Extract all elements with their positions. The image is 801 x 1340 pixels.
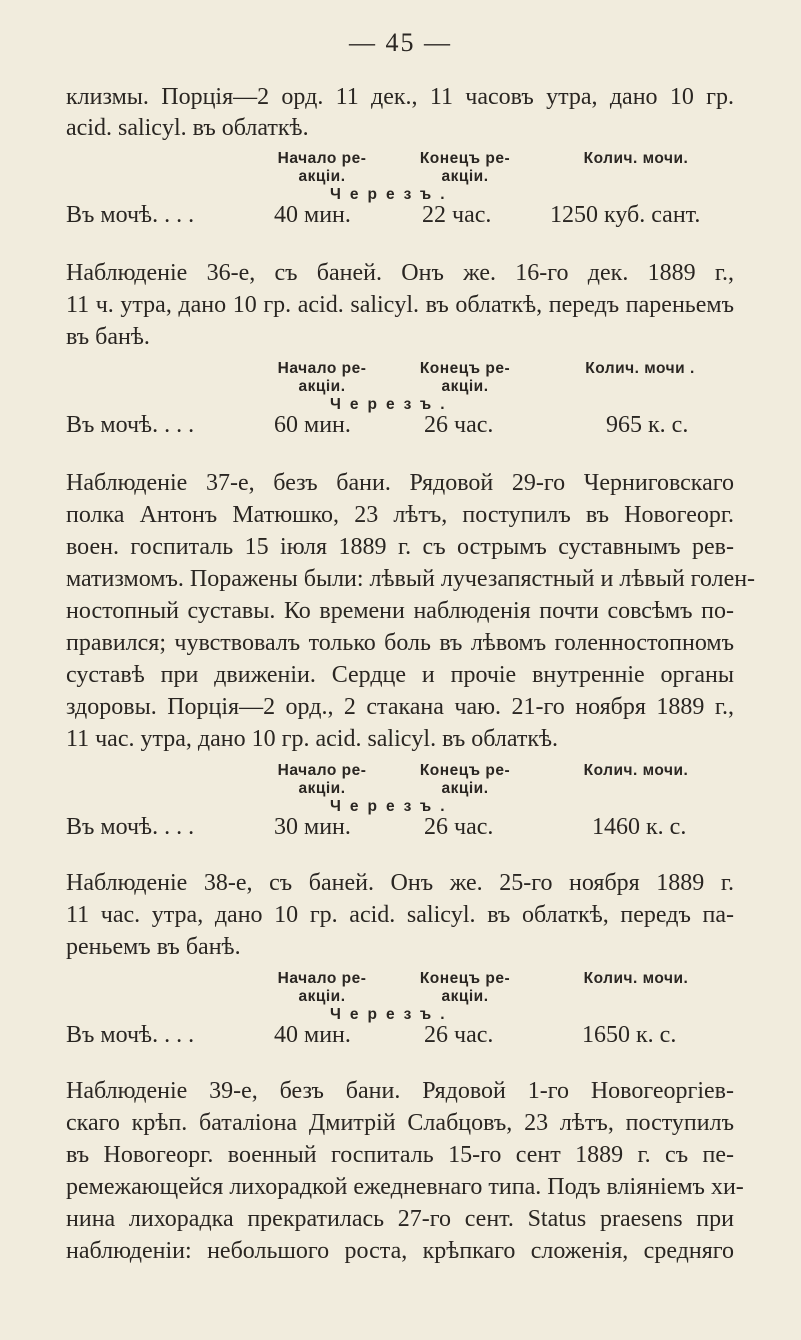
text-line: клизмы. Порція—2 орд. 11 дек., 11 часовъ утра, дано 10 гр. bbox=[66, 84, 734, 110]
text-line: правился; чувствовалъ только боль въ лѣвомъ голенностопномъ bbox=[66, 630, 734, 656]
text-line: въ Новогеорг. военный госпиталь 15-го сент 1889 г. съ пе- bbox=[66, 1142, 734, 1168]
text-line: ностопный суставы. Ко времени наблюденія почти совсѣмъ по- bbox=[66, 598, 734, 624]
col-volume-header: Колич. мочи. bbox=[583, 970, 689, 987]
header-line: акціи. bbox=[441, 168, 489, 185]
value-volume: 1250 куб. сант. bbox=[550, 202, 701, 228]
row-label: Въ мочѣ. . . . bbox=[66, 814, 195, 840]
value-start: 40 мин. bbox=[274, 1022, 351, 1048]
value-start: 30 мин. bbox=[274, 814, 351, 840]
value-end: 26 час. bbox=[424, 814, 494, 840]
col-start-header bbox=[262, 762, 382, 798]
col-end-header bbox=[400, 970, 530, 1006]
header-line: Начало ре- bbox=[277, 970, 367, 987]
text-line: воен. госпиталь 15 іюля 1889 г. съ острымъ суставнымъ рев- bbox=[66, 534, 734, 560]
text-line: Наблюденіе 37-е, безъ бани. Рядовой 29-го Черниговскаго bbox=[66, 470, 734, 496]
text-line: скаго крѣп. баталіона Дмитрій Слабцовъ, 23 лѣтъ, поступилъ bbox=[66, 1110, 734, 1136]
value-volume: 1650 к. с. bbox=[582, 1022, 677, 1048]
header-line: Конецъ ре- bbox=[419, 762, 511, 779]
value-start: 60 мин. bbox=[274, 412, 351, 438]
header-line: акціи. bbox=[441, 988, 489, 1005]
cherez-label: Черезъ. bbox=[330, 186, 454, 203]
text-line: полка Антонъ Матюшко, 23 лѣтъ, поступилъ въ Новогеорг. bbox=[66, 502, 734, 528]
text-line: нина лихорадка прекратилась 27-го сент. Status praesens при bbox=[66, 1206, 734, 1232]
text-line: суставѣ при движеніи. Сердце и прочіе внутренніе органы bbox=[66, 662, 734, 688]
row-label: Въ мочѣ. . . . bbox=[66, 1022, 195, 1048]
page-number: — 45 — bbox=[349, 28, 452, 57]
row-label: Въ мочѣ. . . . bbox=[66, 412, 195, 438]
text-line: acid. salicyl. въ облаткѣ. bbox=[66, 115, 309, 141]
col-start-header bbox=[262, 360, 382, 396]
cherez-label: Черезъ. bbox=[330, 1006, 454, 1023]
col-volume-header: Колич. мочи . bbox=[585, 360, 695, 377]
cherez-label: Черезъ. bbox=[330, 396, 454, 413]
header-line: акціи. bbox=[298, 378, 346, 395]
value-end: 26 час. bbox=[424, 1022, 494, 1048]
col-start-header bbox=[262, 970, 382, 1006]
text-line: 11 ч. утра, дано 10 гр. acid. salicyl. въ облаткѣ, передъ пареньемъ bbox=[66, 292, 734, 318]
text-line: здоровы. Порція—2 орд., 2 стакана чаю. 21-го ноября 1889 г., bbox=[66, 694, 734, 720]
text-line: Наблюденіе 36-е, съ баней. Онъ же. 16-го дек. 1889 г., bbox=[66, 260, 734, 286]
text-line: Наблюденіе 39-е, безъ бани. Рядовой 1-го Новогеоргіев- bbox=[66, 1078, 734, 1104]
value-volume: 965 к. с. bbox=[606, 412, 689, 438]
header-line: акціи. bbox=[441, 780, 489, 797]
header-line: Начало ре- bbox=[277, 150, 367, 167]
text-line: матизмомъ. Поражены были: лѣвый лучезапястный и лѣвый голен- bbox=[66, 566, 756, 592]
header-line: Конецъ ре- bbox=[419, 150, 511, 167]
text-line: наблюденіи: небольшого роста, крѣпкаго сложенія, средняго bbox=[66, 1238, 734, 1264]
col-volume-header: Колич. мочи. bbox=[583, 150, 689, 167]
header-line: акціи. bbox=[298, 168, 346, 185]
text-line: въ банѣ. bbox=[66, 324, 150, 350]
header-line: Конецъ ре- bbox=[419, 970, 511, 987]
value-end: 26 час. bbox=[424, 412, 494, 438]
header-line: акціи. bbox=[298, 780, 346, 797]
col-end-header bbox=[400, 150, 530, 186]
text-line: 11 час. утра, дано 10 гр. acid. salicyl. въ облаткѣ, передъ па- bbox=[66, 902, 734, 928]
value-end: 22 час. bbox=[422, 202, 492, 228]
value-start: 40 мин. bbox=[274, 202, 351, 228]
header-line: Начало ре- bbox=[277, 762, 367, 779]
row-label: Въ мочѣ. . . . bbox=[66, 202, 195, 228]
cherez-label: Черезъ. bbox=[330, 798, 454, 815]
col-volume-header: Колич. мочи. bbox=[583, 762, 689, 779]
header-line: акціи. bbox=[298, 988, 346, 1005]
header-line: Начало ре- bbox=[277, 360, 367, 377]
text-line: ремежающейся лихорадкой ежедневнаго типа. Подъ вліяніемъ хи- bbox=[66, 1174, 744, 1200]
text-line: реньемъ въ банѣ. bbox=[66, 934, 241, 960]
header-line: акціи. bbox=[441, 378, 489, 395]
col-end-header bbox=[400, 762, 530, 798]
col-start-header bbox=[262, 150, 382, 186]
col-end-header bbox=[400, 360, 530, 396]
text-line: 11 час. утра, дано 10 гр. acid. salicyl. въ облаткѣ. bbox=[66, 726, 559, 752]
header-line: Конецъ ре- bbox=[419, 360, 511, 377]
text-line: Наблюденіе 38-е, съ баней. Онъ же. 25-го ноября 1889 г. bbox=[66, 870, 734, 896]
value-volume: 1460 к. с. bbox=[592, 814, 687, 840]
